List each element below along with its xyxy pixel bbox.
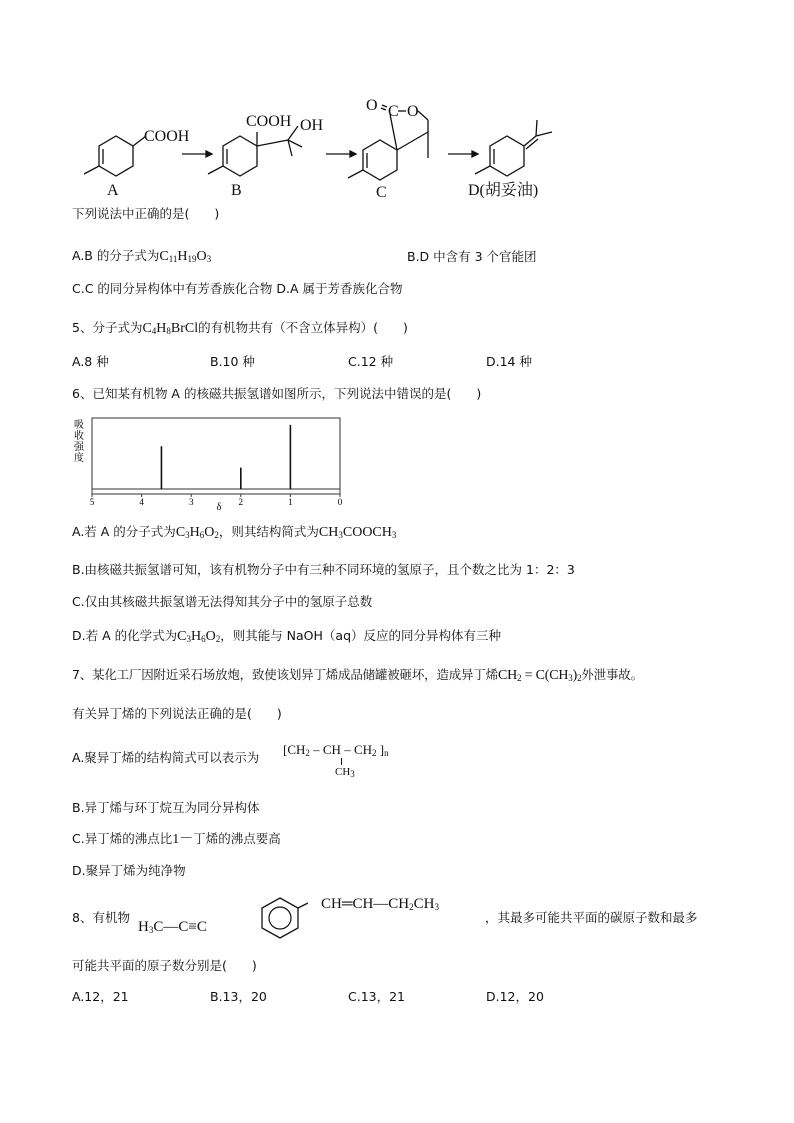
q8-option-c: C.13，21 (348, 989, 406, 1004)
d-label: D(胡妥油) (468, 182, 539, 198)
q4-option-cd: C.C 的同分异构体中有芳香族化合物 D.A 属于芳香族化合物 (72, 281, 403, 296)
molecule-b (208, 126, 302, 176)
a-label: A (107, 182, 119, 198)
a-cooh: COOH (144, 128, 190, 145)
q7-sub-stem: 有关异丁烯的下列说法正确的是( ) (72, 706, 282, 721)
molecule-a (84, 136, 146, 176)
q8-option-d: D.12，20 (486, 989, 544, 1004)
nmr-tick-label-5: 0 (337, 497, 343, 507)
q7-option-b: B.异丁烯与环丁烷互为同分异构体 (72, 800, 260, 815)
molecule-d (475, 120, 552, 176)
q4-option-b: B.D 中含有 3 个官能团 (407, 249, 537, 264)
c-o2: O (407, 103, 419, 120)
c-carbon: C (388, 103, 399, 120)
q4-optA-formula: $C_{11}H_{19}O_3$ (159, 249, 212, 264)
q7-option-c: C.异丁烯的沸点比1－丁烯的沸点要高 (72, 831, 281, 847)
nmr-tick-label-1: 4 (139, 497, 144, 507)
nmr-x-label: δ (216, 502, 222, 513)
b-label: B (231, 182, 242, 198)
q6-optD-formula: $C_3H_6O_2$ (177, 629, 221, 644)
q8-line2: 可能共平面的原子数分别是( ) (72, 958, 257, 973)
reaction-scheme (70, 92, 570, 198)
q8-option-b: B.13，20 (210, 989, 267, 1004)
nmr-ylabel-char-3: 度 (74, 453, 84, 464)
q5-option-c: C.12 种 (348, 354, 394, 369)
q8-post: ，其最多可能共平面的碳原子数和最多 (485, 910, 698, 925)
q6-optA-formula: $C_3H_6O_2$ (175, 525, 219, 540)
q6-option-d: D.若 A 的化学式为$C_3H_6O_2$，则其能与 NaOH（aq）反应的同分异构体有三种 (72, 628, 502, 644)
q8-structure: $H_3C—C\equiv C$ $CH═CH—CH_2CH_3$ (138, 893, 498, 943)
q8-option-a: A.12，21 (72, 989, 129, 1004)
nmr-spectrum-chart (70, 414, 360, 514)
q6-optA-struct: $CH_3COOCH_3$ (318, 525, 397, 540)
q5-stem: 5、分子式为$C_4H_8BrCl$的有机物共有（不含立体异构）( ) (72, 320, 408, 336)
q5-formula: $C_4H_8BrCl$ (142, 321, 199, 336)
b-cooh: COOH (246, 113, 292, 130)
q6-option-c: C.仅由其核磁共振氢谱无法得知其分子中的氢原子总数 (72, 594, 373, 609)
q5-option-d: D.14 种 (486, 354, 532, 369)
q5-option-a: A.8 种 (72, 354, 109, 369)
nmr-y-label (74, 419, 85, 464)
q4-stem: 下列说法中正确的是( ) (72, 206, 220, 221)
q7-stem: 7、某化工厂因附近采石场放炮，致使该划异丁烯成品储罐被砸坏，造成异丁烯$CH_2 = C(CH_3)_2$外泄事故。 (72, 667, 643, 683)
nmr-tick-label-3: 2 (238, 497, 244, 507)
b-oh: OH (300, 117, 324, 134)
nmr-ylabel-char-2: 强 (74, 442, 84, 453)
nmr-tick-label-0: 5 (89, 497, 95, 507)
c-label: C (376, 184, 387, 198)
nmr-tick-label-2: 3 (188, 497, 194, 507)
q6-stem: 6、已知某有机物 A 的核磁共振氢谱如图所示，下列说法中错误的是( ) (72, 386, 482, 401)
q7-formula: $CH_2 = C(CH_3)_2$ (497, 668, 582, 683)
nmr-tick-label-4: 1 (288, 497, 293, 507)
c-o1: O (366, 97, 378, 114)
q7-polymer-formula: [$CH_2$ – CH – $CH_2$ ]$_n$ $CH_3$ (283, 742, 389, 779)
q8-pre: 8、有机物 (72, 910, 130, 925)
nmr-ylabel-char-1: 收 (74, 431, 84, 442)
q4-option-a: A.B 的分子式为$C_{11}H_{19}O_3$ (72, 248, 212, 264)
q7-option-d: D.聚异丁烯为纯净物 (72, 863, 186, 878)
nmr-ylabel-char-0: 吸 (74, 420, 84, 431)
q6-option-b: B.由核磁共振氢谱可知，该有机物分子中有三种不同环境的氢原子，且个数之比为 1：2：3 (72, 562, 575, 577)
q7-option-a: A.聚异丁烯的结构简式可以表示为 (72, 750, 260, 765)
q6-option-a: A.若 A 的分子式为$C_3H_6O_2$，则其结构简式为$CH_3COOCH_3$ (72, 524, 397, 540)
q5-option-b: B.10 种 (210, 354, 255, 369)
